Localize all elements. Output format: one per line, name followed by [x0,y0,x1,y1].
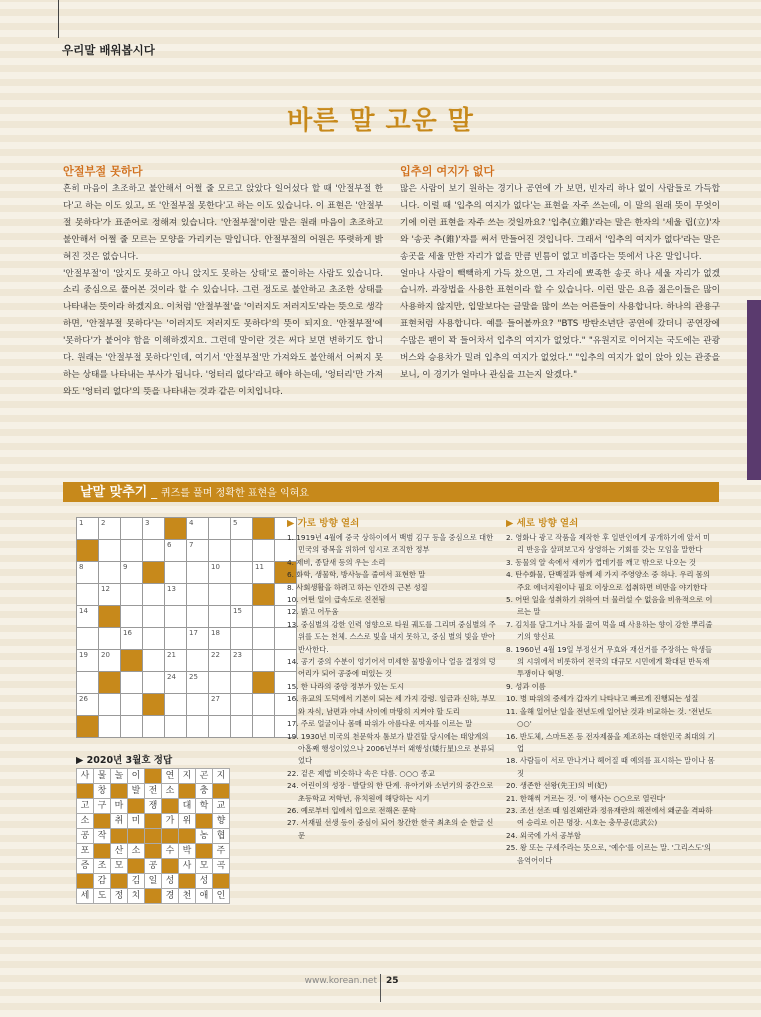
answer-block [145,814,162,829]
footer-divider [380,974,381,1002]
crossword-cell[interactable] [99,584,121,606]
crossword-cell[interactable] [121,672,143,694]
answer-cell: 감 [94,874,111,889]
crossword-cell[interactable] [209,672,231,694]
across-clue: 24. 어린이의 성장 · 발달의 한 단계. 유아기와 소년기의 중간으로 초등학교 저학년, 유치원에 해당하는 시기 [287,781,494,803]
across-clue: 19. 1930년 미국의 천문학자 톰보가 발견할 당시에는 태양계의 아홉째 행성이었으나 2006년부터 왜행성(矮行星)으로 분류되었다 [287,731,495,766]
answer-cell: 가 [162,814,179,829]
answer-cell: 곤 [196,769,213,784]
answer-block [196,814,213,829]
crossword-clue-number: 21 [167,651,176,659]
crossword-cell[interactable] [99,650,121,672]
crossword-cell[interactable] [231,518,253,540]
crossword-block [77,716,99,738]
crossword-cell[interactable] [165,562,187,584]
across-clue: 27. 서재필 선생 등이 중심이 되어 창간한 한국 최초의 순 한글 신문 [287,818,494,840]
crossword-cell[interactable] [121,562,143,584]
crossword-cell[interactable] [77,650,99,672]
crossword-cell[interactable] [187,606,209,628]
answer-block [77,874,94,889]
crossword-clue-number: 10 [211,563,220,571]
answer-cell: 경 [162,889,179,904]
answer-block [179,784,196,799]
crossword-clue-number: 19 [79,651,88,659]
crossword-cell[interactable] [187,650,209,672]
answer-cell: 성 [162,874,179,889]
answer-cell: 충 [196,784,213,799]
down-clue: 8. 1960년 4월 19일 부정선거 무효와 재선거를 주장하는 학생들의 시위에서 비롯하여 전국의 대규모 시민에게 확대된 반독재투쟁이나 혁명. [506,644,713,679]
crossword-cell[interactable] [187,628,209,650]
answer-cell: 증 [77,859,94,874]
crossword-cell[interactable] [231,694,253,716]
answer-block [94,814,111,829]
answer-cell: 미 [128,814,145,829]
crossword-clue-number: 13 [167,585,176,593]
crossword-row [77,694,297,716]
crossword-cell[interactable] [121,606,143,628]
crossword-row [77,716,297,738]
answer-cell: 구 [94,799,111,814]
answer-cell: 전 [145,784,162,799]
crossword-block [165,518,187,540]
crossword-cell[interactable] [231,672,253,694]
answer-cell: 정 [111,889,128,904]
answer-cell: 김 [128,874,145,889]
crossword-block [143,562,165,584]
answer-row [77,859,230,874]
down-clue: 2. 영화나 광고 작품을 제작한 후 일반인에게 공개하기에 앞서 미리 반응을 살펴보고자 상영하는 기회를 갖는 모임을 말한다 [506,533,711,555]
article-left-paragraph: 흔히 마음이 초조하고 불안해서 어쩔 줄 모르고 앉았다 일어섰다 할 때 '안절부절 한다'고 하는 이도 있고, 또 '안절부절 못한다'고 하는 이도 있습니다. 이 표현은 '안절부절 못하다'가 표준어로 정해져 있습니다. '안절부절'이란 말은 원래 마음이 초조하고 불안해서 어쩔 줄 모르는 모양을 가리키는 말입니다. 안절부절의 어원은 뚜렷하게 밝혀진 것은 없습니다. [63,184,383,262]
answer-cell: 소 [128,844,145,859]
crossword-clue-number: 20 [101,651,110,659]
across-clue: 26. 예로부터 입에서 입으로 전해온 문학 [287,805,416,815]
answer-block [162,859,179,874]
crossword-block [253,584,275,606]
crossword-cell[interactable] [121,584,143,606]
crossword-block [99,672,121,694]
answer-block [162,799,179,814]
crossword-cell[interactable] [253,650,275,672]
crossword-cell[interactable] [165,694,187,716]
crossword-clue-number: 23 [233,651,242,659]
article-right-heading: 입추의 여지가 없다 [400,165,495,178]
crossword-cell[interactable] [165,672,187,694]
down-clue: 10. 병 따위의 증세가 갑자기 나타나고 빠르게 진행되는 성질 [506,694,699,704]
crossword-cell[interactable] [121,518,143,540]
answer-block [128,799,145,814]
crossword-clue-number: 27 [211,695,220,703]
answer-cell: 학 [196,799,213,814]
answer-cell: 사 [77,769,94,784]
answer-grid [76,768,230,904]
answer-cell: 마 [111,799,128,814]
answer-cell: 소 [162,784,179,799]
crossword-clue-number: 6 [167,541,172,549]
crossword-cell[interactable] [165,540,187,562]
down-clue: 24. 외국에 가서 공부함 [506,830,581,840]
answer-block [145,844,162,859]
answer-cell: 치 [128,889,145,904]
crossword-cell[interactable] [143,672,165,694]
answer-block [196,844,213,859]
quiz-subtitle: 퀴즈를 풀며 정확한 표현을 익혀요 [160,488,309,499]
crossword-clue-number: 7 [189,541,194,549]
crossword-cell[interactable] [253,540,275,562]
crossword-cell[interactable] [165,716,187,738]
down-clue: 25. 왕 또는 구세주라는 뜻으로, '예수'를 이르는 말. '그리스도'의 음역어이다 [506,843,711,865]
article-left-heading: 안절부절 못하다 [63,165,143,178]
crossword-clue-number: 25 [189,673,198,681]
crossword-cell[interactable] [121,628,143,650]
answer-cell: 향 [213,814,230,829]
crossword-cell[interactable] [99,628,121,650]
answer-row [77,829,230,844]
crossword-cell[interactable] [143,540,165,562]
crossword-cell[interactable] [77,518,99,540]
across-clue: 15. 한 나라의 중앙 정부가 있는 도시 [287,681,405,691]
answer-cell: 대 [179,799,196,814]
crossword-clue-number: 15 [233,607,242,615]
answer-block [213,784,230,799]
answer-cell: 지 [179,769,196,784]
crossword-cell[interactable] [143,628,165,650]
crossword-clue-number: 22 [211,651,220,659]
across-clue: 1. 1919년 4월에 중국 상하이에서 백범 김구 등을 중심으로 대한민국의 광복을 위하여 임시로 조직한 정부 [287,533,494,555]
down-clue: 11. 올해 일어난 일을 전년도에 일어난 것과 비교하는 것. '전년도○○' [506,706,712,729]
crossword-cell[interactable] [99,694,121,716]
crossword-cell[interactable] [143,716,165,738]
crossword-clue-number: 16 [123,629,132,637]
answer-cell: 놀 [111,769,128,784]
crossword-cell[interactable] [187,716,209,738]
crossword-clue-number: 14 [79,607,88,615]
crossword-cell[interactable] [121,694,143,716]
crossword-cell[interactable] [209,540,231,562]
crossword-cell[interactable] [77,672,99,694]
crossword-cell[interactable] [187,518,209,540]
across-clue: 17. 주로 얼굴이나 몸매 따위가 아름다운 여자를 이르는 말 [287,719,473,729]
footer-url: www.korean.net [304,976,377,986]
crossword-block [253,672,275,694]
across-clue: 4. 제비, 종달새 등의 우는 소리 [287,557,386,567]
crossword-clue-number: 5 [233,519,238,527]
crossword-cell[interactable] [165,628,187,650]
crossword-clue-number: 17 [189,629,198,637]
answer-cell: 애 [196,889,213,904]
crossword-cell[interactable] [209,628,231,650]
right-edge-tab [747,300,761,480]
crossword-cell[interactable] [187,672,209,694]
answer-block [179,874,196,889]
down-clue: 5. 어떤 일을 성취하기 위하여 더 물러설 수 없음을 비유적으로 이르는 말 [506,595,713,617]
crossword-clue-number: 18 [211,629,220,637]
crossword-clue-number: 11 [255,563,264,571]
crossword-cell[interactable] [253,716,275,738]
answer-block [213,874,230,889]
answer-block [94,844,111,859]
answer-row [77,769,230,784]
quiz-title: 낱말 맞추기 [80,485,148,500]
article-left [63,163,383,401]
crossword-cell[interactable] [209,716,231,738]
answer-cell: 모 [196,859,213,874]
down-clue: 21. 한해씩 거르는 것. '이 행사는 ○○으로 열린다' [506,793,666,803]
crossword-cell[interactable] [143,650,165,672]
answer-block [145,889,162,904]
quiz-header [80,483,309,503]
answer-cell: 지 [213,769,230,784]
answer-row [77,799,230,814]
answer-block [77,784,94,799]
answer-cell: 세 [77,889,94,904]
across-clue: 22. 겉은 제법 비슷하나 속은 다름. ○○○ 종교 [287,768,435,778]
crossword-block [99,606,121,628]
page-number: 25 [386,976,399,986]
across-clue: 8. 사회생활을 하려고 하는 인간의 근본 성질 [287,582,428,592]
answer-block [145,769,162,784]
crossword-cell[interactable] [231,650,253,672]
crossword-cell[interactable] [143,518,165,540]
crossword-cell[interactable] [77,562,99,584]
across-clue: 6. 화학, 생물학, 방사능을 줄여서 표현한 말 [287,570,426,580]
crossword-cell[interactable] [209,584,231,606]
answer-cell: 소 [77,814,94,829]
crossword-cell[interactable] [253,606,275,628]
section-label: 우리말 배워봅시다 [62,43,155,57]
crossword-cell[interactable] [99,562,121,584]
down-heading: ▶ 세로 방향 열쇠 [506,518,579,529]
answer-block [162,829,179,844]
across-clue: 16. 유교의 도덕에서 기본이 되는 세 가지 강령. 임금과 신하, 부모와 자식, 남편과 아내 사이에 마땅히 지켜야 할 도리 [287,694,496,716]
quiz-separator: _ [151,485,158,499]
answer-cell: 물 [94,769,111,784]
crossword-cell[interactable] [143,584,165,606]
answer-cell: 창 [94,784,111,799]
crossword-cell[interactable] [121,540,143,562]
answer-cell: 협 [213,829,230,844]
answer-cell: 공 [145,859,162,874]
crossword-cell[interactable] [231,606,253,628]
down-clue: 7. 김치를 담그거나 차를 끓여 먹을 때 사용하는 향이 강한 뿌리줄기의 향신료 [506,619,713,642]
answer-cell: 이 [128,769,145,784]
article-right-paragraph: 많은 사람이 보기 원하는 경기나 공연에 가 보면, 빈자리 하나 없이 사람들로 가득합니다. 이럴 때 '입추의 여지가 없다'는 표현을 자주 쓰는데, 이 말의 원래 뜻이 무엇이기에 이런 표현을 자주 쓰는 것일까요? '입추(立錐)'라는 말은 한자의 '세울 립(立)'자와 '송곳 추(錐)'자를 써서 만들어진 것입니다. 그래서 '입추의 여지가 없다'라는 말은 송곳을 세울 만한 자리가 없을 만큼 빈틈이 없고 비좁다는 뜻에서 나온 말입니다. [400,184,720,262]
across-clue: 12. 밝고 어두움 [287,607,339,617]
answer-block [111,784,128,799]
page-title: 바른 말 고운 말 [287,106,474,136]
answer-cell: 취 [111,814,128,829]
across-heading: ▶ 가로 방향 열쇠 [287,518,360,529]
crossword-cell[interactable] [253,628,275,650]
crossword-cell[interactable] [187,540,209,562]
answer-cell: 포 [77,844,94,859]
crossword-cell[interactable] [253,562,275,584]
answer-cell: 고 [77,799,94,814]
crossword-cell[interactable] [231,628,253,650]
answer-cell: 농 [196,829,213,844]
answer-cell: 위 [179,814,196,829]
answer-block [111,829,128,844]
answer-cell: 도 [94,889,111,904]
crossword-cell[interactable] [187,562,209,584]
answer-cell: 수 [162,844,179,859]
down-clue: 9. 성과 이름 [506,681,546,691]
down-clue: 20. 생존한 선왕(先王)의 비(妃) [506,781,608,791]
answer-cell: 연 [162,769,179,784]
crossword-cell[interactable] [231,716,253,738]
answer-block [111,874,128,889]
across-clue: 14. 공기 중의 수분이 엉기어서 미세한 물방울이나 얼음 결정의 덩어리가 되어 공중에 떠있는 것 [287,657,496,679]
crossword-row [77,518,297,540]
crossword-cell[interactable] [231,540,253,562]
answer-cell: 쟁 [145,799,162,814]
crossword-grid [76,517,297,738]
crossword-cell[interactable] [231,584,253,606]
crossword-clue-number: 12 [101,585,110,593]
answer-cell: 주 [213,844,230,859]
crossword-cell[interactable] [77,628,99,650]
crossword-cell[interactable] [165,584,187,606]
crossword-row [77,672,297,694]
crossword-clue-number: 3 [145,519,150,527]
crossword-block [121,650,143,672]
answer-cell: 교 [213,799,230,814]
crossword-clue-number: 8 [79,563,84,571]
crossword-row [77,628,297,650]
answer-block [128,829,145,844]
article-left-paragraph: '안절부절'이 '앉지도 못하고 아니 앉지도 못하는 상태'로 풀이하는 사람도 있습니다. 소리 중심으로 풀어본 것이라 할 수 있습니다. 그런 정도로 불안하고 초조한 상태를 나타내는 뜻이라 하겠지요. 이처럼 '안절부절'을 '이러지도 저러지도'라는 뜻으로 생각하면, '안절부절 못하다'는 '이러지도 저러지도 못하다'의 뜻이 되지요. '안절부절'에 '못하다'가 붙어야 함을 이해하겠지요. 그런데 말이란 것은 써다 보면 변하기도 합니다. 원래는 '안절부절 못하다'인데, 여기서 '안절부절'만 가져와도 불안해서 어쩌지 못하는 상태를 나타내는 부사가 됩니다. '엉터리 없다'라고 해야 하는데, '엉터리'만 가져와도 '엉터리 없다'의 뜻을 나타내는 것과 같은 이치입니다. [63,268,383,397]
down-clue: 16. 반도체, 스마트폰 등 전자제품을 제조하는 대한민국 최대의 기업 [506,731,715,753]
crossword-row [77,562,297,584]
crossword-cell[interactable] [187,584,209,606]
crossword-row [77,540,297,562]
article-right [400,163,720,384]
crossword-cell[interactable] [99,518,121,540]
crossword-cell[interactable] [209,562,231,584]
answer-title: ▶ 2020년 3월호 정답 [76,755,173,766]
crossword-cell[interactable] [99,540,121,562]
answer-row [77,844,230,859]
crossword-cell[interactable] [143,606,165,628]
down-clue: 23. 조선 선조 때 임진왜란과 정유재란의 해전에서 왜군을 격파하여 승리로 이끈 명장. 시호는 충무공(忠武公) [506,805,713,828]
across-clue: 10. 어떤 일이 급속도로 진전됨 [287,595,386,605]
crossword-clue-number: 1 [79,519,84,527]
answer-cell: 곡 [213,859,230,874]
answer-cell: 인 [213,889,230,904]
answer-cell: 성 [196,874,213,889]
answer-block [179,829,196,844]
answer-row [77,814,230,829]
crossword-cell[interactable] [99,716,121,738]
crossword-row [77,606,297,628]
down-clue: 4. 탄수화물, 단백질과 함께 세 가지 주영양소 중 하나. 우리 몸의 주요 에너지원이나 필요 이상으로 섭취하면 비만을 야기한다 [506,570,710,592]
down-clues [506,515,716,867]
answer-block [145,829,162,844]
answer-cell: 발 [128,784,145,799]
crossword-cell[interactable] [209,694,231,716]
crossword-clue-number: 2 [101,519,106,527]
crossword-clue-number: 24 [167,673,176,681]
down-clue: 3. 동물의 알 속에서 새끼가 껍데기를 깨고 밖으로 나오는 것 [506,557,696,567]
crossword-cell[interactable] [121,716,143,738]
crossword-clue-number: 4 [189,519,194,527]
answer-row [77,889,230,904]
crossword-cell[interactable] [253,694,275,716]
crossword-cell[interactable] [77,584,99,606]
crossword-cell[interactable] [77,606,99,628]
crossword-cell[interactable] [209,518,231,540]
down-clue: 18. 사람들이 서로 만나거나 헤어질 때 예의를 표시하는 말이나 몸짓 [506,756,715,778]
crossword-clue-number: 26 [79,695,88,703]
answer-cell: 박 [179,844,196,859]
crossword-row [77,650,297,672]
answer-cell: 모 [111,859,128,874]
crossword-row [77,584,297,606]
crossword-cell[interactable] [165,650,187,672]
crossword-cell[interactable] [77,694,99,716]
article-right-paragraph: 얼마나 사람이 빽빽하게 가득 찼으면, 그 자리에 뾰족한 송곳 하나 세울 자리가 없겠습니까. 과장법을 사용한 표현이라 할 수 있습니다. 이런 말은 요즘 젊은이들은 많이 사용하지 않지만, 입말보다는 글말을 많이 쓰는 어른들이 사용합니다. 하나의 관용구 표현처럼 사용합니다. 예를 들어볼까요? "BTS 방탄소년단 공연에 갔더니 공연장에 수많은 팬이 꽉 들어차서 입추의 여지가 없었다." "유원지로 이어지는 국도에는 관광버스와 승용차가 밀려 입추의 여지가 없었다." "입추의 여지가 없이 앉아 있는 관중을 보니, 이 경기가 얼마나 관심을 끄는지 알겠다." [400,268,720,380]
crossword-block [253,518,275,540]
across-clue: 13. 중심별의 강한 인력 영향으로 타원 궤도를 그리며 중심별의 주위를 도는 천체. 스스로 빛을 내지 못하고, 중심 별의 빛을 받아 반사한다. [287,619,496,654]
crossword-cell[interactable] [209,650,231,672]
crossword-clue-number: 9 [123,563,128,571]
answer-cell: 공 [77,829,94,844]
crossword-cell[interactable] [165,606,187,628]
answer-cell: 일 [145,874,162,889]
crossword-block [143,694,165,716]
answer-cell: 천 [179,889,196,904]
crossword-cell[interactable] [209,606,231,628]
answer-cell: 산 [111,844,128,859]
answer-cell: 작 [94,829,111,844]
answer-cell: 사 [179,859,196,874]
top-rule [58,0,59,38]
crossword-cell[interactable] [187,694,209,716]
answer-cell: 조 [94,859,111,874]
crossword-cell[interactable] [231,562,253,584]
crossword-block [77,540,99,562]
answer-row [77,874,230,889]
answer-block [128,859,145,874]
answer-row [77,784,230,799]
across-clues [287,515,497,842]
